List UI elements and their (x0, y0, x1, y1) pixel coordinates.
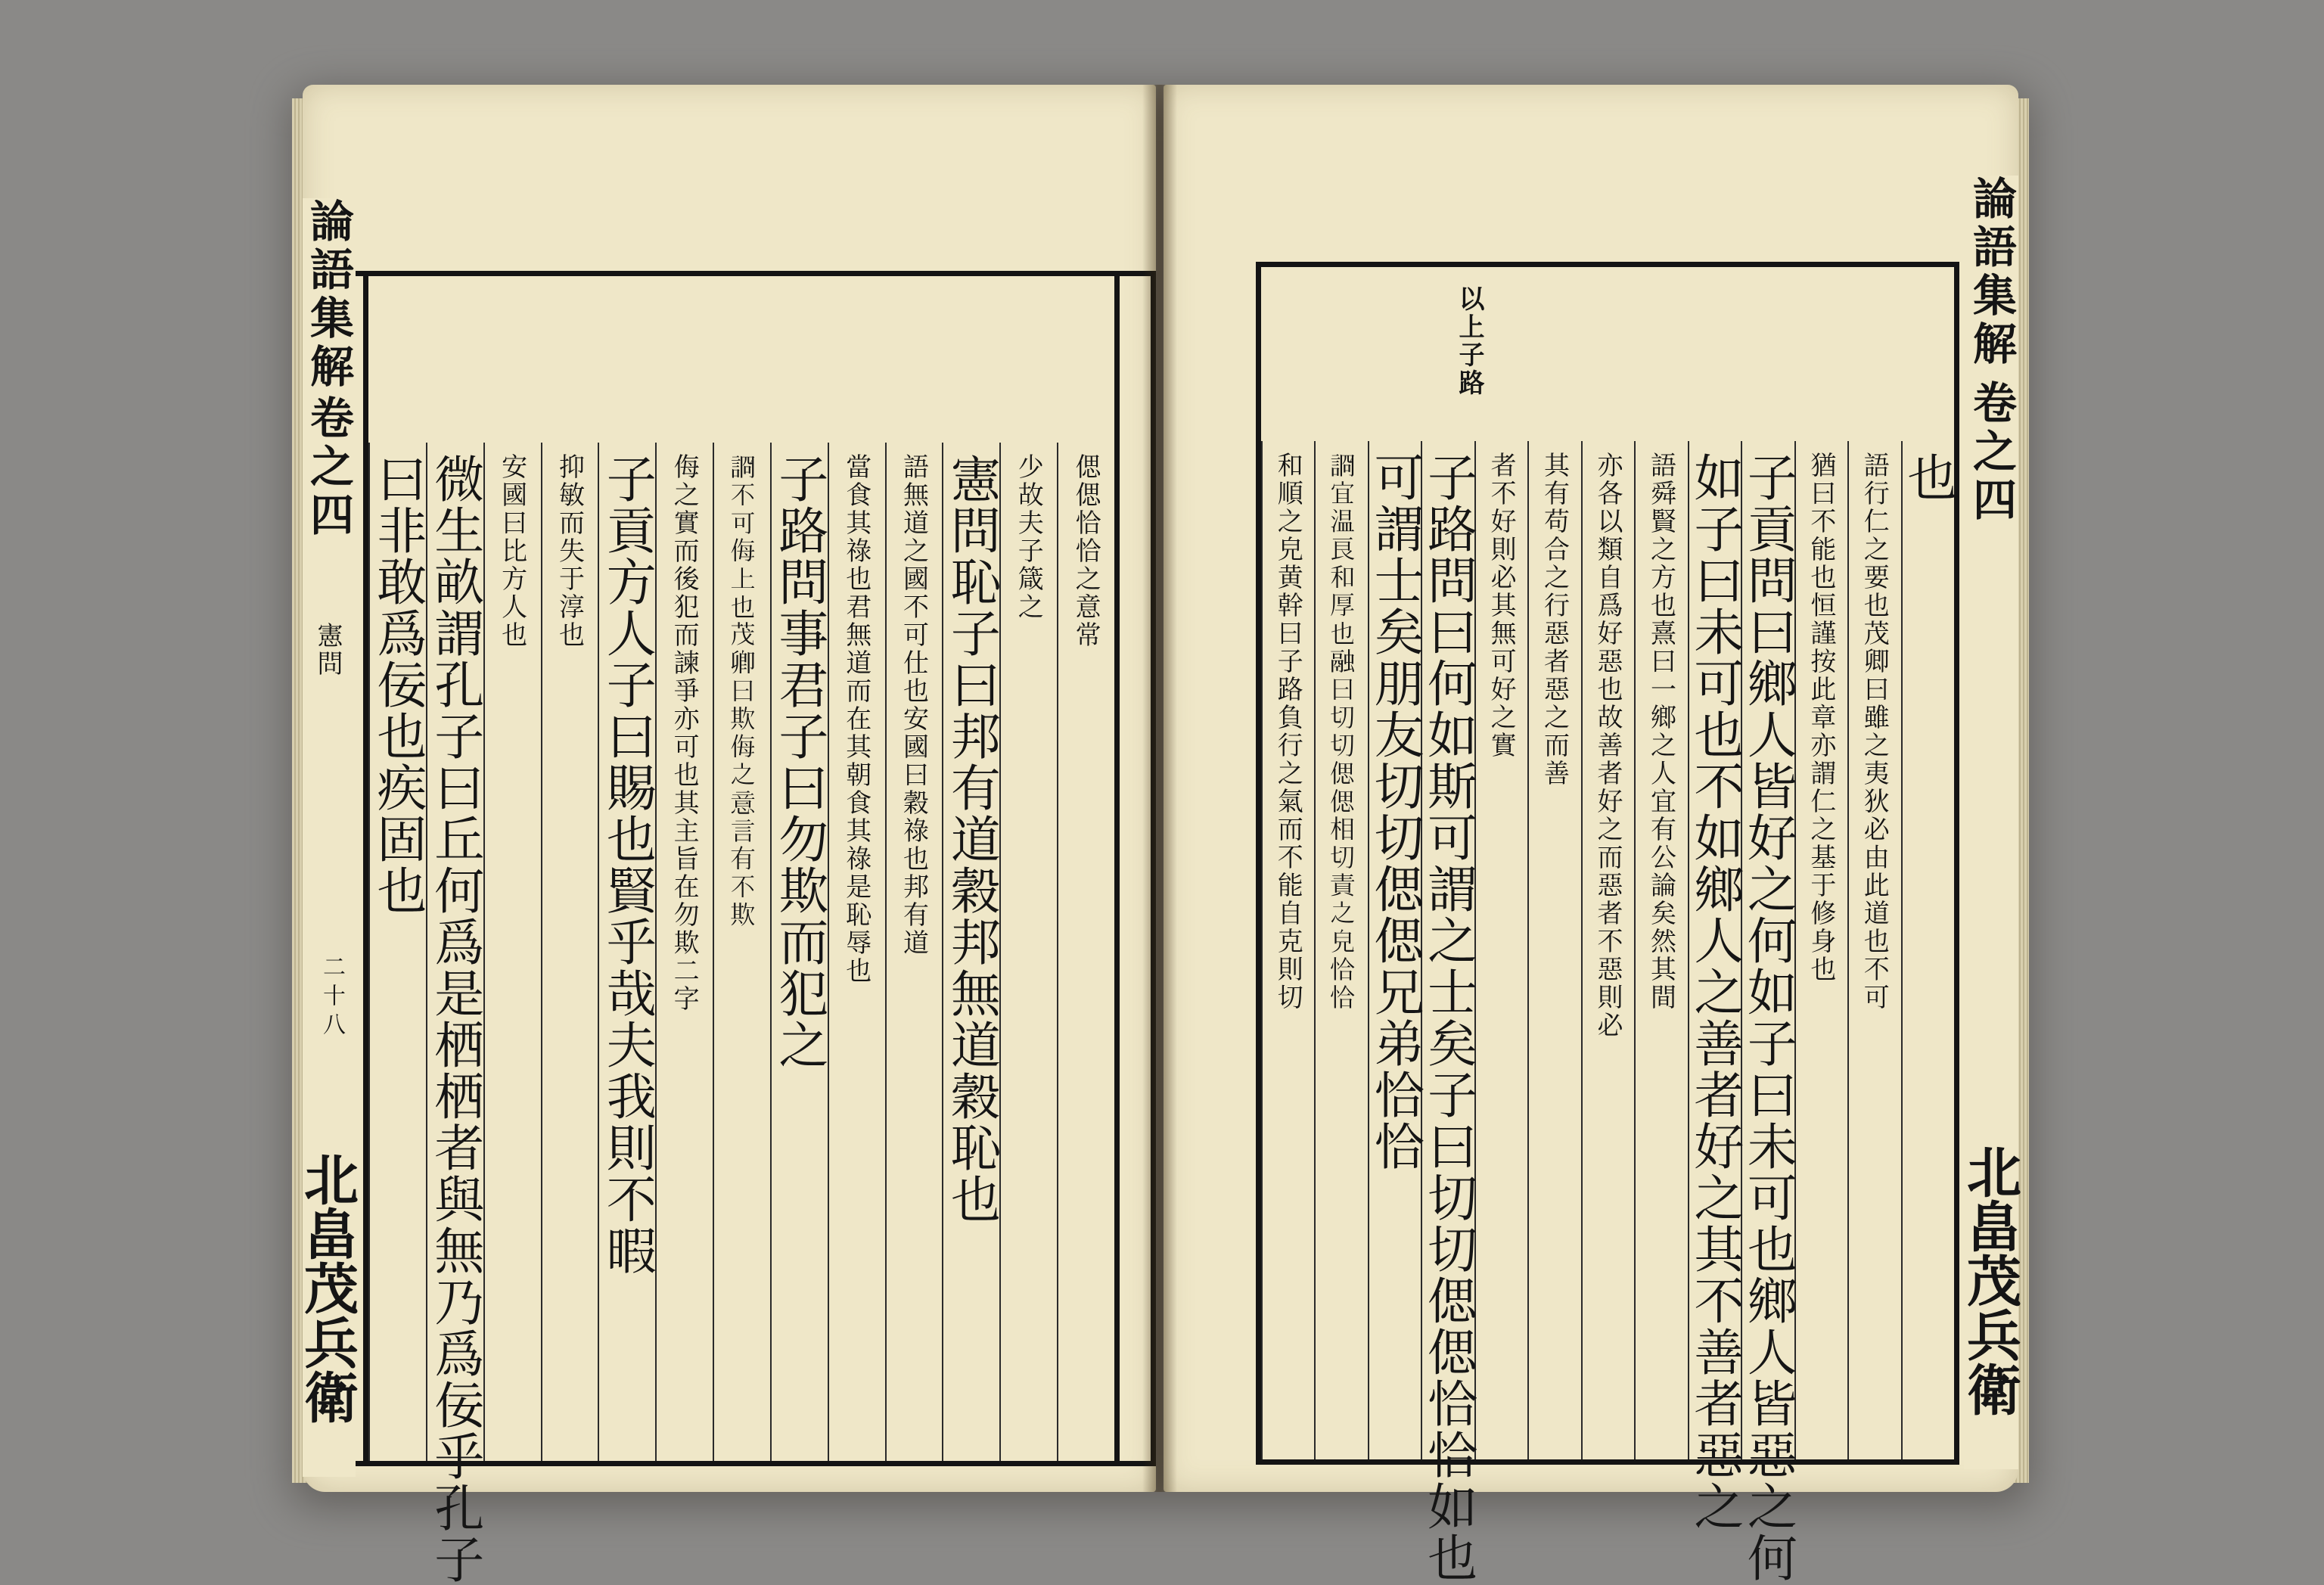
right-text-block (1256, 262, 1959, 1583)
left-text-column: 安國曰比方人也 (496, 453, 527, 649)
right-column-rule (1901, 441, 1903, 1459)
left-text-column: 語無道之國不可仕也安國曰穀祿也邦有道 (898, 453, 929, 957)
left-column-rule (885, 443, 887, 1461)
left-text-column: 子路問事君子曰勿欺而犯之 (769, 453, 828, 1071)
left-text-block (363, 271, 1120, 1585)
left-column-rule (541, 443, 542, 1461)
publisher-mark-right: 北畠茂兵衛 (1958, 1144, 2022, 1416)
right-page (1164, 85, 2022, 1583)
left-text-column: 偲偲恰恰之意常 (1070, 453, 1101, 649)
left-text-column: 𧨝不可侮上也茂卿曰欺侮之意言有不欺 (726, 453, 757, 929)
right-text-column: 𧨝宜温良和厚也融曰切切偲偲相切責之皃恰恰 (1325, 452, 1356, 1012)
left-text-column: 子貢方人子曰賜也賢乎哉夫我則不暇 (598, 453, 657, 1276)
right-text-column: 者不好則必其無可好之實 (1486, 452, 1517, 760)
left-text-column: 憲問恥子曰邦有道穀邦無道穀恥也 (942, 453, 1001, 1225)
left-center-strip (295, 198, 359, 1477)
left-text-column: 侮之實而後犯而諫爭亦可也其主旨在勿欺二字 (669, 453, 700, 1013)
right-text-column: 可謂士矣朋友切切偲偲兄弟恰恰 (1366, 452, 1425, 1172)
folio-number: 二十八 (318, 955, 345, 1041)
book-title: 論語集解 (303, 198, 354, 392)
publisher-mark: 北畠茂兵衛 (295, 1151, 359, 1424)
right-column-rule (1314, 441, 1316, 1459)
chapter-label-right: 卷之四 (1965, 380, 2017, 525)
section-label: 憲問 (312, 622, 343, 678)
left-text-column: 當食其祿也君無道而在其朝食其祿是恥辱也 (840, 453, 872, 985)
right-text-column: 如子曰未可也不如鄉人之善者好之其不善者惡之 (1685, 452, 1744, 1532)
left-text-column: 少故夫子箴之 (1013, 453, 1044, 621)
right-text-column: 子貢問曰鄉人皆好之何如子曰未可也鄉人皆惡之何 (1738, 452, 1797, 1583)
right-column-rule (1527, 441, 1529, 1459)
left-text-columns (368, 443, 1114, 1585)
left-text-column: 微生畝謂孔子曰丘何爲是栖栖者與無乃爲佞乎孔子 (425, 453, 484, 1585)
section-end-note: 以上子路 (1454, 285, 1484, 397)
left-text-column: 曰非敢爲佞也疾固也 (368, 453, 427, 916)
left-column-rule (713, 443, 714, 1461)
right-column-rule (1634, 441, 1636, 1459)
right-text-column: 和順之皃黄幹曰子路負行之氣而不能自克則切 (1272, 452, 1303, 1012)
book-title-right: 論語集解 (1965, 176, 2017, 369)
right-center-strip (1958, 176, 2022, 1469)
right-text-column: 子路問曰何如斯可謂之士矣子曰切切偲偲恰恰如也 (1418, 452, 1477, 1583)
left-text-column: 抑敏而失于淳也 (554, 453, 585, 649)
book-gutter (1142, 85, 1177, 1492)
right-text-column: 語行仁之要也茂卿曰雖之夷狄必由此道也不可 (1859, 452, 1890, 1012)
right-column-rule (1261, 441, 1263, 1459)
right-text-column: 其有苟合之行惡者惡之而善 (1539, 452, 1570, 788)
left-page (295, 85, 1156, 1585)
right-text-column: 猶曰不能也恒謹按此章亦謂仁之基于修身也 (1805, 452, 1836, 984)
right-column-rule (1847, 441, 1849, 1459)
right-text-column: 亦各以類自爲好惡也故善者好之而惡者不惡則必 (1592, 452, 1623, 1040)
right-text-columns (1261, 441, 1957, 1583)
right-text-column: 也 (1898, 452, 1957, 503)
left-column-rule (1057, 443, 1058, 1461)
chapter-label: 卷之四 (303, 395, 354, 540)
right-text-column: 語舜賢之方也熹曰一鄉之人宜有公論矣然其間 (1645, 452, 1676, 1012)
right-column-rule (1581, 441, 1583, 1459)
